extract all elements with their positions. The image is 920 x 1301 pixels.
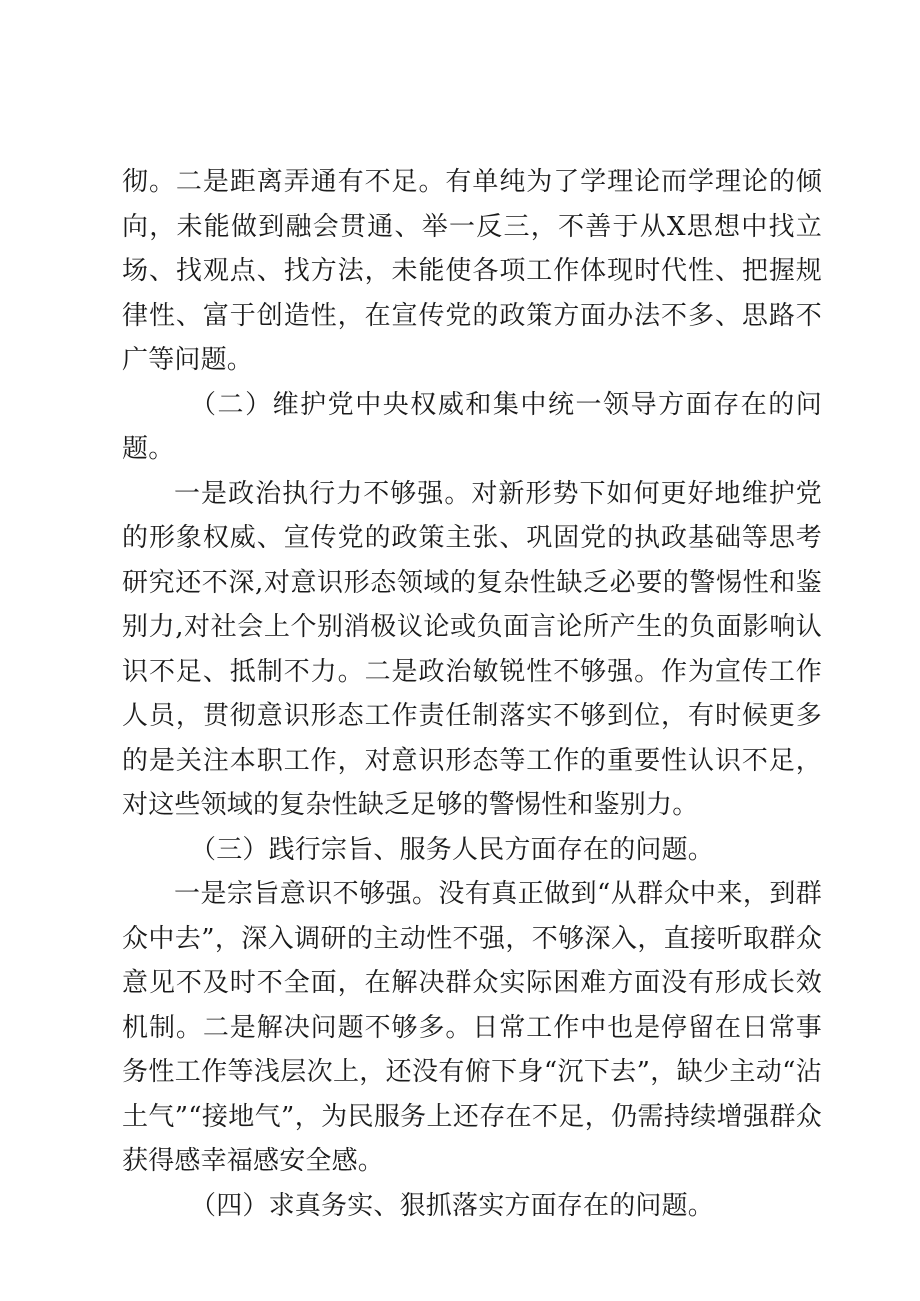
section-heading-4: （四）求真务实、狠抓落实方面存在的问题。 bbox=[190, 1190, 715, 1221]
document-body bbox=[122, 160, 822, 1228]
body-paragraph-section-2: 一是政治执行力不够强。对新形势下如何更好地维护党的形象权威、宣传党的政策主张、巩固党的执政基础等思考研究还不深,对意识形态领域的复杂性缺乏必要的警惕性和鉴别力,对社会上个别消极议论或负面言论所产生的负面影响认识不足、抵制不力。二是政治敏锐性不够强。作为宣传工作人员，贯彻意识形态工作责任制落实不够到位，有时候更多的是关注本职工作，对意识形态等工作的重要性认识不足，对这些领域的复杂性缺乏足够的警惕性和鉴别力。 bbox=[122, 478, 822, 820]
section-heading-3: （三）践行宗旨、服务人民方面存在的问题。 bbox=[190, 834, 715, 865]
body-paragraph-section-3: 一是宗旨意识不够强。没有真正做到“从群众中来，到群众中去”，深入调研的主动性不强，不够深入，直接听取群众意见不及时不全面，在解决群众实际困难方面没有形成长效机制。二是解决问题不够多。日常工作中也是停留在日常事务性工作等浅层次上，还没有俯下身“沉下去”，缺少主动“沾土气”“接地气”，为民服务上还存在不足，仍需持续增强群众获得感幸福感安全感。 bbox=[122, 879, 822, 1176]
body-paragraph-continuation: 彻。二是距离弄通有不足。有单纯为了学理论而学理论的倾向，未能做到融会贯通、举一反三，不善于从X思想中找立场、找观点、找方法，未能使各项工作体现时代性、把握规律性、富于创造性，在宣传党的政策方面办法不多、思路不广等问题。 bbox=[122, 167, 822, 375]
section-heading-2: （二）维护党中央权威和集中统一领导方面存在的问题。 bbox=[122, 389, 822, 464]
